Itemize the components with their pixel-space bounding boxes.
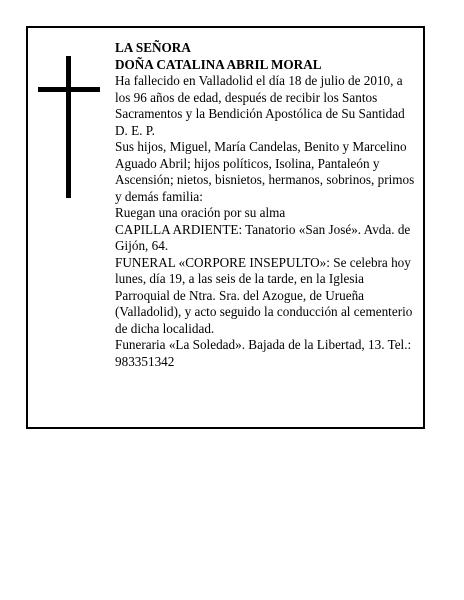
obituary-notice: [26, 26, 425, 429]
chapel-info: CAPILLA ARDIENTE: Tanatorio «San José». Avda. de Gijón, 64.: [115, 221, 411, 253]
family-list: Sus hijos, Miguel, María Candelas, Benito y Marcelino Aguado Abril; hijos políticos, Isolina, Pantaleón y Ascensión; nietos, bisnietos, hermanos, sobrinos, primos y demás familia:: [115, 139, 415, 204]
cross-vertical-bar: [66, 56, 71, 198]
death-announcement: Ha fallecido en Valladolid el día 18 de julio de 2010, a los 96 años de edad, después de recibir los Santos Sacramentos y la Bendición Apostólica de Su Santidad D. E. P.: [115, 73, 405, 138]
prayer-request: Ruegan una oración por su alma: [115, 205, 286, 220]
cross-horizontal-bar: [38, 87, 100, 92]
deceased-name: DOÑA CATALINA ABRIL MORAL: [115, 56, 322, 72]
notice-text: [115, 40, 419, 370]
funeral-home-info: Funeraria «La Soledad». Bajada de la Libertad, 13. Tel.: 983351342: [115, 337, 412, 369]
notice-title: LA SEÑORA: [115, 40, 191, 55]
funeral-info: FUNERAL «CORPORE INSEPULTO»: Se celebra hoy lunes, día 19, a las seis de la tarde, en la Iglesia Parroquial de Ntra. Sra. del Azogue, de Urueña (Valladolid), y acto seguido la conducción al cementerio de dicha localidad.: [115, 254, 413, 336]
cross-icon: [38, 56, 100, 198]
